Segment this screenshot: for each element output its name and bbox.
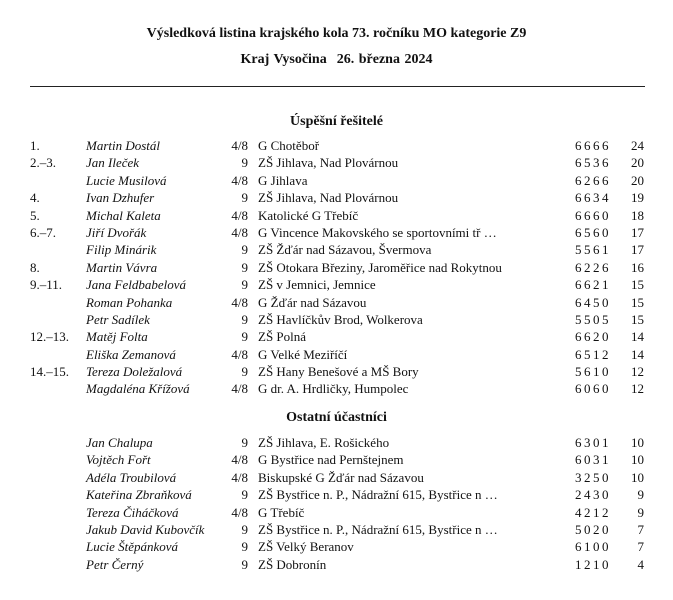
total-cell: 19 bbox=[631, 190, 644, 206]
total-cell: 18 bbox=[631, 207, 644, 223]
grade-cell: 9 bbox=[241, 556, 248, 572]
result-row bbox=[0, 137, 673, 154]
name-cell: Tereza Čiháčková bbox=[86, 504, 179, 520]
school-cell: ZŠ Polná bbox=[258, 329, 307, 345]
school-cell: ZŠ Jihlava, Nad Plovárnou bbox=[258, 155, 399, 171]
scores-cell: 6536 bbox=[575, 155, 611, 171]
result-row bbox=[0, 259, 673, 276]
school-cell: G Vincence Makovského se sportovními tř … bbox=[258, 224, 497, 240]
grade-cell: 9 bbox=[241, 487, 248, 503]
grade-cell: 4/8 bbox=[231, 504, 248, 520]
scores-cell: 6031 bbox=[575, 452, 611, 468]
result-row bbox=[0, 328, 673, 345]
total-cell: 17 bbox=[631, 224, 644, 240]
scores-cell: 6301 bbox=[575, 435, 611, 450]
grade-cell: 4/8 bbox=[231, 346, 248, 362]
name-cell: Vojtěch Fořt bbox=[86, 452, 151, 468]
scores-cell: 6560 bbox=[575, 224, 611, 240]
result-row bbox=[0, 224, 673, 241]
total-cell: 15 bbox=[631, 277, 644, 293]
scores-cell: 4212 bbox=[575, 504, 611, 520]
scores-cell: 6226 bbox=[575, 259, 611, 275]
grade-cell: 9 bbox=[241, 155, 248, 171]
school-cell: ZŠ Velký Beranov bbox=[258, 539, 354, 555]
grade-cell: 4/8 bbox=[231, 172, 248, 188]
rank-cell: 6.–7. bbox=[30, 224, 56, 240]
grade-cell: 9 bbox=[241, 190, 248, 206]
school-cell: ZŠ Bystřice n. P., Nádražní 615, Bystřice n … bbox=[258, 487, 498, 503]
total-cell: 14 bbox=[631, 329, 644, 345]
name-cell: Adéla Troubilová bbox=[86, 469, 177, 485]
grade-cell: 4/8 bbox=[231, 381, 248, 397]
total-cell: 10 bbox=[631, 469, 644, 485]
school-cell: G dr. A. Hrdličky, Humpolec bbox=[258, 381, 409, 397]
total-cell: 20 bbox=[631, 172, 644, 188]
rank-cell: 14.–15. bbox=[30, 364, 69, 380]
page-title: Výsledková listina krajského kola 73. ročníku MO kategorie Z9 bbox=[146, 26, 527, 41]
grade-cell: 9 bbox=[241, 329, 248, 345]
successful-heading: Úspěšní řešitelé bbox=[290, 114, 383, 129]
total-cell: 4 bbox=[637, 556, 644, 572]
others-list bbox=[0, 434, 673, 573]
scores-cell: 6634 bbox=[575, 190, 611, 206]
total-cell: 10 bbox=[631, 452, 644, 468]
total-cell: 12 bbox=[631, 364, 644, 380]
result-row bbox=[0, 538, 673, 555]
school-cell: G Žďár nad Sázavou bbox=[258, 294, 367, 310]
result-row bbox=[0, 504, 673, 521]
scores-cell: 6512 bbox=[575, 346, 611, 362]
name-cell: Jan Ileček bbox=[86, 155, 140, 171]
name-cell: Martin Dostál bbox=[86, 138, 161, 153]
result-row bbox=[0, 294, 673, 311]
scores-cell: 5505 bbox=[575, 311, 611, 327]
result-row bbox=[0, 311, 673, 328]
name-cell: Jiří Dvořák bbox=[86, 224, 147, 240]
rank-cell: 9.–11. bbox=[30, 277, 63, 293]
total-cell: 7 bbox=[637, 539, 644, 555]
scores-cell: 6100 bbox=[575, 539, 611, 555]
result-row bbox=[0, 189, 673, 206]
scores-cell: 5020 bbox=[575, 521, 611, 537]
school-cell: ZŠ Havlíčkův Brod, Wolkerova bbox=[258, 311, 423, 327]
total-cell: 20 bbox=[631, 155, 644, 171]
grade-cell: 4/8 bbox=[231, 207, 248, 223]
name-cell: Lucie Musilová bbox=[86, 172, 167, 188]
grade-cell: 4/8 bbox=[231, 224, 248, 240]
result-row bbox=[0, 451, 673, 468]
scores-cell: 6060 bbox=[575, 381, 611, 397]
name-cell: Michal Kaleta bbox=[86, 207, 161, 223]
name-cell: Roman Pohanka bbox=[86, 294, 173, 310]
total-cell: 16 bbox=[631, 259, 644, 275]
school-cell: ZŠ Jihlava, E. Rošického bbox=[258, 435, 390, 450]
result-row bbox=[0, 346, 673, 363]
rank-cell: 12.–13. bbox=[30, 329, 69, 345]
grade-cell: 4/8 bbox=[231, 294, 248, 310]
name-cell: Petr Sadílek bbox=[86, 311, 150, 327]
scores-cell: 6621 bbox=[575, 277, 611, 293]
school-cell: G Třebíč bbox=[258, 504, 305, 520]
school-cell: ZŠ Jihlava, Nad Plovárnou bbox=[258, 190, 399, 206]
total-cell: 12 bbox=[631, 381, 644, 397]
rank-cell: 1. bbox=[30, 138, 40, 153]
rank-cell: 4. bbox=[30, 190, 40, 206]
result-row bbox=[0, 241, 673, 258]
school-cell: ZŠ Hany Benešové a MŠ Bory bbox=[258, 364, 419, 380]
result-row bbox=[0, 207, 673, 224]
region-label: Kraj Vysočina bbox=[240, 52, 327, 67]
name-cell: Magdaléna Křížová bbox=[86, 381, 190, 397]
scores-cell: 5610 bbox=[575, 364, 611, 380]
scores-cell: 6450 bbox=[575, 294, 611, 310]
grade-cell: 9 bbox=[241, 539, 248, 555]
name-cell: Eliška Zemanová bbox=[86, 346, 176, 362]
result-row bbox=[0, 486, 673, 503]
school-cell: G Velké Meziříčí bbox=[258, 346, 348, 362]
scores-cell: 2430 bbox=[575, 487, 611, 503]
school-cell: Katolické G Třebíč bbox=[258, 207, 359, 223]
school-cell: G Chotěboř bbox=[258, 138, 320, 153]
school-cell: ZŠ Dobronín bbox=[258, 556, 327, 572]
school-cell: Biskupské G Žďár nad Sázavou bbox=[258, 469, 424, 485]
result-row bbox=[0, 172, 673, 189]
name-cell: Filip Minárik bbox=[86, 242, 157, 258]
name-cell: Tereza Doležalová bbox=[86, 364, 183, 380]
scores-cell: 6266 bbox=[575, 172, 611, 188]
total-cell: 17 bbox=[631, 242, 644, 258]
scores-cell: 6666 bbox=[575, 138, 611, 153]
rank-cell: 8. bbox=[30, 259, 40, 275]
grade-cell: 9 bbox=[241, 364, 248, 380]
result-row bbox=[0, 521, 673, 538]
name-cell: Kateřina Zbraňková bbox=[86, 487, 192, 503]
name-cell: Petr Černý bbox=[86, 556, 144, 572]
name-cell: Jakub David Kubovčík bbox=[86, 521, 205, 537]
name-cell: Lucie Štěpánková bbox=[86, 539, 179, 555]
grade-cell: 4/8 bbox=[231, 138, 248, 153]
grade-cell: 4/8 bbox=[231, 469, 248, 485]
scores-cell: 1210 bbox=[575, 556, 611, 572]
grade-cell: 9 bbox=[241, 521, 248, 537]
school-cell: ZŠ v Jemnici, Jemnice bbox=[258, 277, 376, 293]
page-subtitle bbox=[0, 52, 673, 68]
successful-list bbox=[0, 137, 673, 398]
school-cell: G Jihlava bbox=[258, 172, 308, 188]
total-cell: 10 bbox=[631, 435, 644, 450]
scores-cell: 6660 bbox=[575, 207, 611, 223]
total-cell: 14 bbox=[631, 346, 644, 362]
date-label: 26. března 2024 bbox=[336, 52, 433, 67]
school-cell: ZŠ Bystřice n. P., Nádražní 615, Bystřice n … bbox=[258, 521, 498, 537]
grade-cell: 4/8 bbox=[231, 452, 248, 468]
total-cell: 9 bbox=[637, 504, 644, 520]
result-row bbox=[0, 469, 673, 486]
result-row bbox=[0, 154, 673, 171]
rank-cell: 5. bbox=[30, 207, 40, 223]
school-cell: ZŠ Žďár nad Sázavou, Švermova bbox=[258, 242, 432, 258]
total-cell: 15 bbox=[631, 294, 644, 310]
grade-cell: 9 bbox=[241, 311, 248, 327]
header-divider bbox=[30, 86, 645, 87]
result-row bbox=[0, 434, 673, 451]
scores-cell: 6620 bbox=[575, 329, 611, 345]
name-cell: Jana Feldbabelová bbox=[86, 277, 186, 293]
name-cell: Matěj Folta bbox=[86, 329, 148, 345]
grade-cell: 9 bbox=[241, 435, 248, 450]
rank-cell: 2.–3. bbox=[30, 155, 56, 171]
result-row bbox=[0, 380, 673, 397]
name-cell: Jan Chalupa bbox=[86, 435, 153, 450]
total-cell: 15 bbox=[631, 311, 644, 327]
result-row bbox=[0, 276, 673, 293]
name-cell: Martin Vávra bbox=[86, 259, 158, 275]
total-cell: 24 bbox=[631, 138, 644, 153]
result-row bbox=[0, 556, 673, 573]
result-row bbox=[0, 363, 673, 380]
total-cell: 9 bbox=[637, 487, 644, 503]
total-cell: 7 bbox=[637, 521, 644, 537]
scores-cell: 5561 bbox=[575, 242, 611, 258]
name-cell: Ivan Dzhufer bbox=[86, 190, 155, 206]
grade-cell: 9 bbox=[241, 242, 248, 258]
grade-cell: 9 bbox=[241, 259, 248, 275]
others-heading: Ostatní účastníci bbox=[286, 410, 387, 425]
school-cell: G Bystřice nad Pernštejnem bbox=[258, 452, 404, 468]
grade-cell: 9 bbox=[241, 277, 248, 293]
scores-cell: 3250 bbox=[575, 469, 611, 485]
school-cell: ZŠ Otokara Březiny, Jaroměřice nad Rokytnou bbox=[258, 259, 502, 275]
